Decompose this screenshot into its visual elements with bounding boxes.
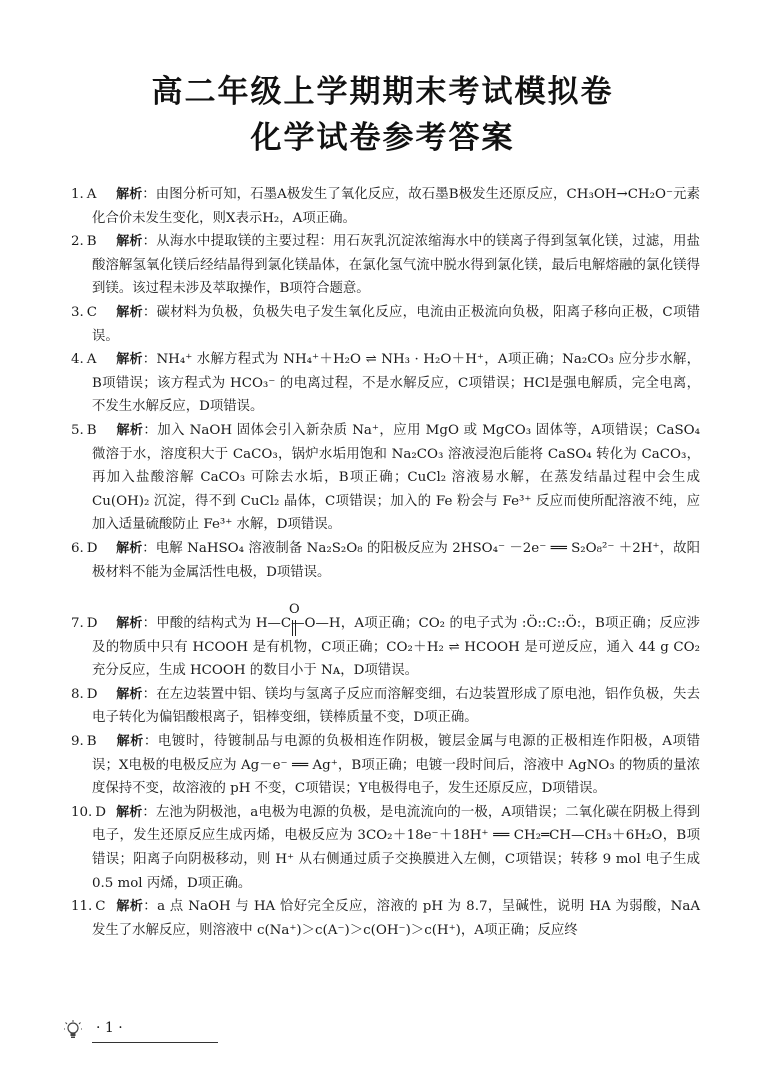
answer-item-7: 7. D 解析：甲酸的结构式为 H—C—O—H，A项正确；CO₂ 的电子式为 :Ö::C::Ö:，B项正确；反应涉及的物质中只有 HCOOH 是有机物，C项正确；CO₂＋H₂ ⇌ HCOOH 是可逆反应，通入 44 g CO₂ 充分反应，生成 HCOOH 的数目小于 Nᴀ，D项错误。 (72, 612, 700, 683)
question-number: 5. B (71, 422, 97, 438)
answer-item-2: 2. B 解析：从海水中提取镁的主要过程：用石灰乳沉淀浓缩海水中的镁离子得到氢氧化镁，过滤，用盐酸溶解氢氧化镁后经结晶得到氯化镁晶体，在氯化氢气流中脱水得到氯化镁，最后电解熔融的氯化镁得到镁。该过程未涉及萃取操作，B项符合题意。 (72, 230, 700, 301)
answer-text: 电解 NaHSO₄ 溶液制备 Na₂S₂O₈ 的阳极反应为 2HSO₄⁻ －2e⁻ ══ S₂O₈²⁻ ＋2H⁺，故阳极材料不能为金属活性电极，D项错误。 (92, 540, 701, 580)
footer-rule (92, 1042, 218, 1043)
question-number: 10. D (71, 804, 107, 820)
answer-item-11: 11. C 解析：a 点 NaOH 与 HA 恰好完全反应，溶液的 pH 为 8.7，呈碱性，说明 HA 为弱酸，NaA 发生了水解反应，则溶液中 c(Na⁺)＞c(A⁻)＞c(OH⁻)＞c(H⁺)，A项正确；反应终 (72, 895, 700, 942)
page-number: · 1 · (96, 1020, 123, 1036)
answer-text: 在左边装置中铝、镁均与氢离子反应而溶解变细，右边装置形成了原电池，铝作负极，失去电子转化为偏铝酸根离子，铝棒变细，镁棒质量不变，D项正确。 (92, 686, 701, 726)
analysis-label: 解析 (116, 234, 143, 250)
page-title: 高二年级上学期期末考试模拟卷 (151, 74, 614, 110)
lamp-icon (64, 1020, 82, 1042)
question-number: 7. D (71, 616, 98, 632)
answer-text: a 点 NaOH 与 HA 恰好完全反应，溶液的 pH 为 8.7，呈碱性，说明 HA 为弱酸，NaA 发生了水解反应，则溶液中 c(Na⁺)＞c(A⁻)＞c(OH⁻)＞c(H⁺)，A项正确；反应终 (92, 899, 701, 938)
answer-text: 加入 NaOH 固体会引入新杂质 Na⁺，应用 MgO 或 MgCO₃ 固体等，A项错误；CaSO₄ 微溶于水，溶度积大于 CaCO₃，锅炉水垢用饱和 Na₂CO₃ 溶液浸泡后能将 CaSO₄ 转化为 CaCO₃，再加入盐酸溶解 CaCO₃ 可除去水垢，B项正确；CuCl₂ 溶液易水解，在蒸发结晶过程中会生成 Cu(OH)₂ 沉淀，得不到 CuCl₂ 晶体，C项错误；加入的 Fe 粉会与 Fe³⁺ 反应而使所配溶液不纯，应加入适量硫酸防止 Fe³⁺ 水解，D项错误。 (92, 422, 700, 533)
question-number: 9. B (71, 734, 97, 750)
answer-item-9: 9. B 解析：电镀时，待镀制品与电源的负极相连作阴极，镀层金属与电源的正极相连作阳极，A项错误；X电极的电极反应为 Ag－e⁻ ══ Ag⁺，B项正确；电镀一段时间后，溶液中 AgNO₃ 的物质的量浓度保持不变，故溶液的 pH 不变，C项错误；Y电极得电子，发生还原反应，D项错误。 (72, 730, 700, 801)
answer-text: 碳材料为负极，负极失电子发生氧化反应，电流由正极流向负极，阳离子移向正极，C项错误。 (92, 304, 701, 344)
question-number: 3. C (71, 304, 98, 320)
question-number: 11. C (71, 899, 106, 915)
question-number: 4. A (71, 352, 97, 368)
analysis-label: 解析 (116, 734, 144, 750)
answer-text: 从海水中提取镁的主要过程：用石灰乳沉淀浓缩海水中的镁离子得到氢氧化镁，过滤，用盐酸溶解氢氧化镁后经结晶得到氯化镁晶体，在氯化氢气流中脱水得到氯化镁，最后电解熔融的氯化镁得到镁。该过程未涉及萃取操作，B项符合题意。 (92, 234, 701, 297)
page-subtitle: 化学试卷参考答案 (250, 120, 515, 156)
double-bond-line (292, 620, 294, 636)
page-footer (64, 1020, 224, 1050)
analysis-label: 解析 (116, 304, 143, 320)
analysis-label: 解析 (116, 616, 143, 632)
carbonyl-oxygen-marker (265, 602, 345, 640)
analysis-label: 解析 (116, 686, 143, 702)
answer-text: 甲酸的结构式为 H—C—O—H，A项正确；CO₂ 的电子式为 :Ö::C::Ö:，B项正确；反应涉及的物质中只有 HCOOH 是有机物，C项正确；CO₂＋H₂ ⇌ HCOOH 是可逆反应，通入 44 g CO₂ 充分反应，生成 HCOOH 的数目小于 Nᴀ，D项错误。 (92, 616, 700, 679)
carbonyl-oxygen: O (289, 602, 300, 617)
answer-item-3: 3. C 解析：碳材料为负极，负极失电子发生氧化反应，电流由正极流向负极，阳离子移向正极，C项错误。 (72, 301, 700, 348)
answer-text: 由图分析可知，石墨A极发生了氧化反应，故石墨B极发生还原反应，CH₃OH→CH₂O⁻元素化合价未发生变化，则X表示H₂，A项正确。 (92, 187, 700, 226)
analysis-label: 解析 (116, 422, 144, 438)
analysis-label: 解析 (116, 804, 143, 820)
analysis-label: 解析 (116, 352, 143, 368)
answer-item-10: 10. D 解析：左池为阴极池，a电极为电源的负极，是电流流向的一极，A项错误；二氧化碳在阴极上得到电子，发生还原反应生成丙烯，电极反应为 3CO₂＋18e⁻＋18H⁺ ══ CH₂═CH—CH₃＋6H₂O，B项错误；阳离子向阴极移动，则 H⁺ 从右侧通过质子交换膜进入左侧，C项错误；转移 9 mol 电子生成 0.5 mol 丙烯，D项正确。 (72, 801, 700, 895)
answer-item-4: 4. A 解析：NH₄⁺ 水解方程式为 NH₄⁺＋H₂O ⇌ NH₃ · H₂O＋H⁺，A项正确；Na₂CO₃ 应分步水解，B项错误；该方程式为 HCO₃⁻ 的电离过程，不是水解反应，C项错误；HCl是强电解质，完全电离，不发生水解反应，D项错误。 (72, 348, 700, 419)
answer-text: 左池为阴极池，a电极为电源的负极，是电流流向的一极，A项错误；二氧化碳在阴极上得到电子，发生还原反应生成丙烯，电极反应为 3CO₂＋18e⁻＋18H⁺ ══ CH₂═CH—CH₃＋6H₂O，B项错误；阳离子向阴极移动，则 H⁺ 从右侧通过质子交换膜进入左侧，C项错误；转移 9 mol 电子生成 0.5 mol 丙烯，D项正确。 (92, 804, 700, 891)
answer-list (72, 183, 700, 942)
question-number: 1. A (71, 187, 97, 202)
double-bond-line (295, 620, 297, 636)
analysis-label: 解析 (116, 899, 144, 915)
answer-item-5: 5. B 解析：加入 NaOH 固体会引入新杂质 Na⁺，应用 MgO 或 MgCO₃ 固体等，A项错误；CaSO₄ 微溶于水，溶度积大于 CaCO₃，锅炉水垢用饱和 Na₂CO₃ 溶液浸泡后能将 CaSO₄ 转化为 CaCO₃，再加入盐酸溶解 CaCO₃ 可除去水垢，B项正确；CuCl₂ 溶液易水解，在蒸发结晶过程中会生成 Cu(OH)₂ 沉淀，得不到 CuCl₂ 晶体，C项错误；加入的 Fe 粉会与 Fe³⁺ 反应而使所配溶液不纯，应加入适量硫酸防止 Fe³⁺ 水解，D项错误。 (72, 419, 700, 537)
question-number: 8. D (71, 686, 98, 702)
analysis-label: 解析 (116, 187, 143, 202)
structure-formula-space (72, 584, 700, 612)
question-number: 6. D (71, 540, 98, 556)
answer-text: NH₄⁺ 水解方程式为 NH₄⁺＋H₂O ⇌ NH₃ · H₂O＋H⁺，A项正确；Na₂CO₃ 应分步水解，B项错误；该方程式为 HCO₃⁻ 的电离过程，不是水解反应，C项错误；HCl是强电解质，完全电离，不发生水解反应，D项错误。 (92, 352, 700, 415)
answer-item-8: 8. D 解析：在左边装置中铝、镁均与氢离子反应而溶解变细，右边装置形成了原电池，铝作负极，失去电子转化为偏铝酸根离子，铝棒变细，镁棒质量不变，D项正确。 (72, 683, 700, 730)
answer-item-6: 6. D 解析：电解 NaHSO₄ 溶液制备 Na₂S₂O₈ 的阳极反应为 2HSO₄⁻ －2e⁻ ══ S₂O₈²⁻ ＋2H⁺，故阳极材料不能为金属活性电极，D项错误。 (72, 537, 700, 584)
question-number: 2. B (71, 234, 97, 250)
answer-item-1: 1. A 解析：由图分析可知，石墨A极发生了氧化反应，故石墨B极发生还原反应，CH₃OH→CH₂O⁻元素化合价未发生变化，则X表示H₂，A项正确。 (72, 183, 700, 230)
analysis-label: 解析 (116, 540, 143, 556)
answer-text: 电镀时，待镀制品与电源的负极相连作阴极，镀层金属与电源的正极相连作阳极，A项错误；X电极的电极反应为 Ag－e⁻ ══ Ag⁺，B项正确；电镀一段时间后，溶液中 AgNO₃ 的物质的量浓度保持不变，故溶液的 pH 不变，C项错误；Y电极得电子，发生还原反应，D项错误。 (92, 734, 700, 797)
